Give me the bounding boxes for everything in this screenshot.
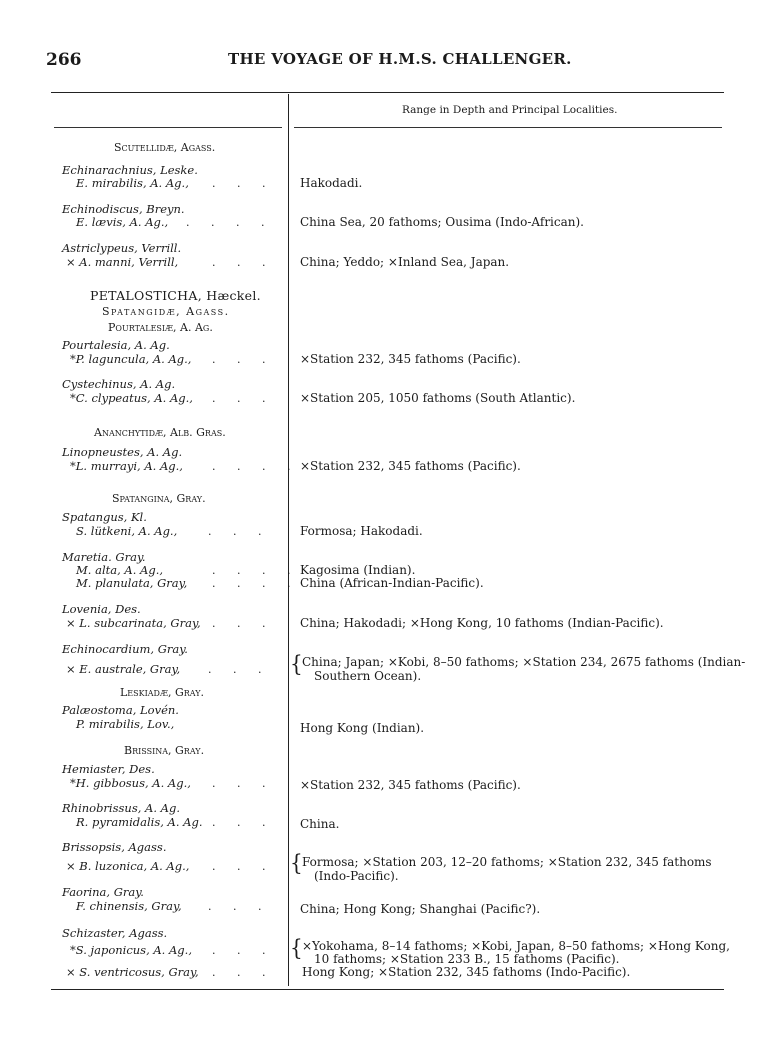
leader-dots: . . . bbox=[208, 663, 271, 676]
locality-text: Formosa; ×Station 203, 12–20 fathoms; ×Station 232, 345 fathoms bbox=[302, 855, 712, 869]
brace-glyph: { bbox=[290, 934, 303, 962]
locality-text-continued: (Indo-Pacific). bbox=[314, 869, 399, 883]
leader-dots: . . . bbox=[208, 900, 271, 913]
locality-text: ×Station 232, 345 fathoms (Pacific). bbox=[300, 352, 521, 366]
species-name: *S. japonicus, A. Ag., bbox=[70, 943, 192, 957]
leader-dots: . . . bbox=[212, 860, 275, 873]
locality-text: China. bbox=[300, 817, 340, 831]
genus-name: Astriclypeus, Verrill. bbox=[62, 241, 182, 255]
leader-dots: . . . bbox=[212, 256, 275, 269]
genus-name: Schizaster, Agass. bbox=[62, 926, 168, 940]
genus-name: Rhinobrissus, A. Ag. bbox=[62, 801, 180, 815]
locality-text: Hong Kong (Indian). bbox=[300, 721, 425, 735]
running-title: THE VOYAGE OF H.M.S. CHALLENGER. bbox=[228, 50, 572, 68]
genus-name: Maretia. Gray. bbox=[62, 550, 146, 564]
genus-name: Cystechinus, A. Ag. bbox=[62, 377, 176, 391]
locality-text: Kagosima (Indian). bbox=[300, 563, 416, 577]
genus-name: Linopneustes, A. Ag. bbox=[62, 445, 183, 459]
column-header: Range in Depth and Principal Localities. bbox=[402, 104, 618, 116]
genus-name: Hemiaster, Des. bbox=[62, 762, 155, 776]
species-name: E. lævis, A. Ag., bbox=[76, 215, 169, 229]
family-heading: Brissina, Gray. bbox=[124, 744, 205, 757]
genus-name: Palæostoma, Lovén. bbox=[62, 703, 179, 717]
leader-dots: . . . bbox=[212, 177, 275, 190]
locality-text: Formosa; Hakodadi. bbox=[300, 524, 423, 538]
leader-dots: . . . bbox=[212, 966, 275, 979]
locality-text: Hakodadi. bbox=[300, 176, 363, 190]
species-name: × E. australe, Gray, bbox=[66, 662, 181, 676]
species-name: F. chinensis, Gray, bbox=[76, 899, 182, 913]
family-heading: Pourtalesiæ, A. Ag. bbox=[108, 321, 213, 334]
species-name: R. pyramidalis, A. Ag. bbox=[76, 815, 203, 829]
leader-dots: . . . bbox=[212, 816, 275, 829]
species-name: *P. laguncula, A. Ag., bbox=[70, 352, 192, 366]
species-name: × B. luzonica, A. Ag., bbox=[66, 859, 190, 873]
leader-dots: . . . . bbox=[212, 460, 300, 473]
genus-name: Brissopsis, Agass. bbox=[62, 840, 167, 854]
leader-dots: . . . bbox=[208, 525, 271, 538]
leader-dots: . . . bbox=[212, 392, 275, 405]
locality-text-continued: 10 fathoms; ×Station 233 B., 15 fathoms (Pacific). bbox=[314, 952, 620, 966]
genus-name: Faorina, Gray. bbox=[62, 885, 144, 899]
species-name: *H. gibbosus, A. Ag., bbox=[70, 776, 191, 790]
genus-name: Echinocardium, Gray. bbox=[62, 642, 188, 656]
species-name: M. planulata, Gray, bbox=[76, 576, 188, 590]
species-name: M. alta, A. Ag., bbox=[76, 563, 164, 577]
genus-name: Lovenia, Des. bbox=[62, 602, 141, 616]
genus-name: Echinarachnius, Leske. bbox=[62, 163, 198, 177]
species-name: *L. murrayi, A. Ag., bbox=[70, 459, 183, 473]
locality-text: China; Hong Kong; Shanghai (Pacific?). bbox=[300, 902, 541, 916]
species-name: × L. subcarinata, Gray, bbox=[66, 616, 201, 630]
leader-dots: . . . bbox=[212, 617, 275, 630]
locality-text: ×Station 205, 1050 fathoms (South Atlantic). bbox=[300, 391, 576, 405]
species-name: S. lütkeni, A. Ag., bbox=[76, 524, 178, 538]
column-divider bbox=[288, 94, 289, 986]
genus-name: Echinodiscus, Breyn. bbox=[62, 202, 185, 216]
genus-name: Spatangus, Kl. bbox=[62, 510, 147, 524]
brace-glyph: { bbox=[290, 650, 303, 678]
locality-text-continued: Southern Ocean). bbox=[314, 669, 422, 683]
page-number: 266 bbox=[46, 50, 82, 70]
family-heading: Scutellidæ, Agass. bbox=[114, 141, 216, 154]
leader-dots: . . . bbox=[212, 944, 275, 957]
leader-dots: . . . bbox=[212, 353, 275, 366]
locality-text: China Sea, 20 fathoms; Ousima (Indo-African). bbox=[300, 215, 584, 229]
species-name: E. mirabilis, A. Ag., bbox=[76, 176, 189, 190]
locality-text: China; Japan; ×Kobi, 8–50 fathoms; ×Station 234, 2675 fathoms (Indian- bbox=[302, 655, 746, 669]
locality-text: ×Station 232, 345 fathoms (Pacific). bbox=[300, 778, 521, 792]
species-name: × A. manni, Verrill, bbox=[66, 255, 179, 269]
family-heading: Spatangidæ, Agass. bbox=[102, 305, 230, 318]
locality-text: China; Hakodadi; ×Hong Kong, 10 fathoms (Indian-Pacific). bbox=[300, 616, 664, 630]
leader-dots: . . . . bbox=[186, 216, 274, 229]
leader-dots: . . . . bbox=[212, 564, 300, 577]
order-heading: PETALOSTICHA, Hæckel. bbox=[90, 288, 261, 303]
family-heading: Leskiadæ, Gray. bbox=[120, 686, 204, 699]
locality-text: China (African-Indian-Pacific). bbox=[300, 576, 484, 590]
leader-dots: . . . . bbox=[212, 577, 300, 590]
leader-dots: . . . bbox=[212, 777, 275, 790]
header-rule-left bbox=[54, 127, 282, 128]
locality-text: China; Yeddo; ×Inland Sea, Japan. bbox=[300, 255, 510, 269]
locality-text: Hong Kong; ×Station 232, 345 fathoms (Indo-Pacific). bbox=[302, 965, 631, 979]
brace-glyph: { bbox=[290, 849, 303, 877]
locality-text: ×Station 232, 345 fathoms (Pacific). bbox=[300, 459, 521, 473]
locality-text: ×Yokohama, 8–14 fathoms; ×Kobi, Japan, 8–50 fathoms; ×Hong Kong, bbox=[302, 939, 730, 953]
species-name: × S. ventricosus, Gray, bbox=[66, 965, 199, 979]
genus-name: Pourtalesia, A. Ag. bbox=[62, 338, 170, 352]
family-heading: Spatangina, Gray. bbox=[112, 492, 206, 505]
family-heading: Ananchytidæ, Alb. Gras. bbox=[94, 426, 226, 439]
species-name: P. mirabilis, Lov., bbox=[76, 717, 175, 731]
species-name: *C. clypeatus, A. Ag., bbox=[70, 391, 193, 405]
header-rule-right bbox=[294, 127, 722, 128]
